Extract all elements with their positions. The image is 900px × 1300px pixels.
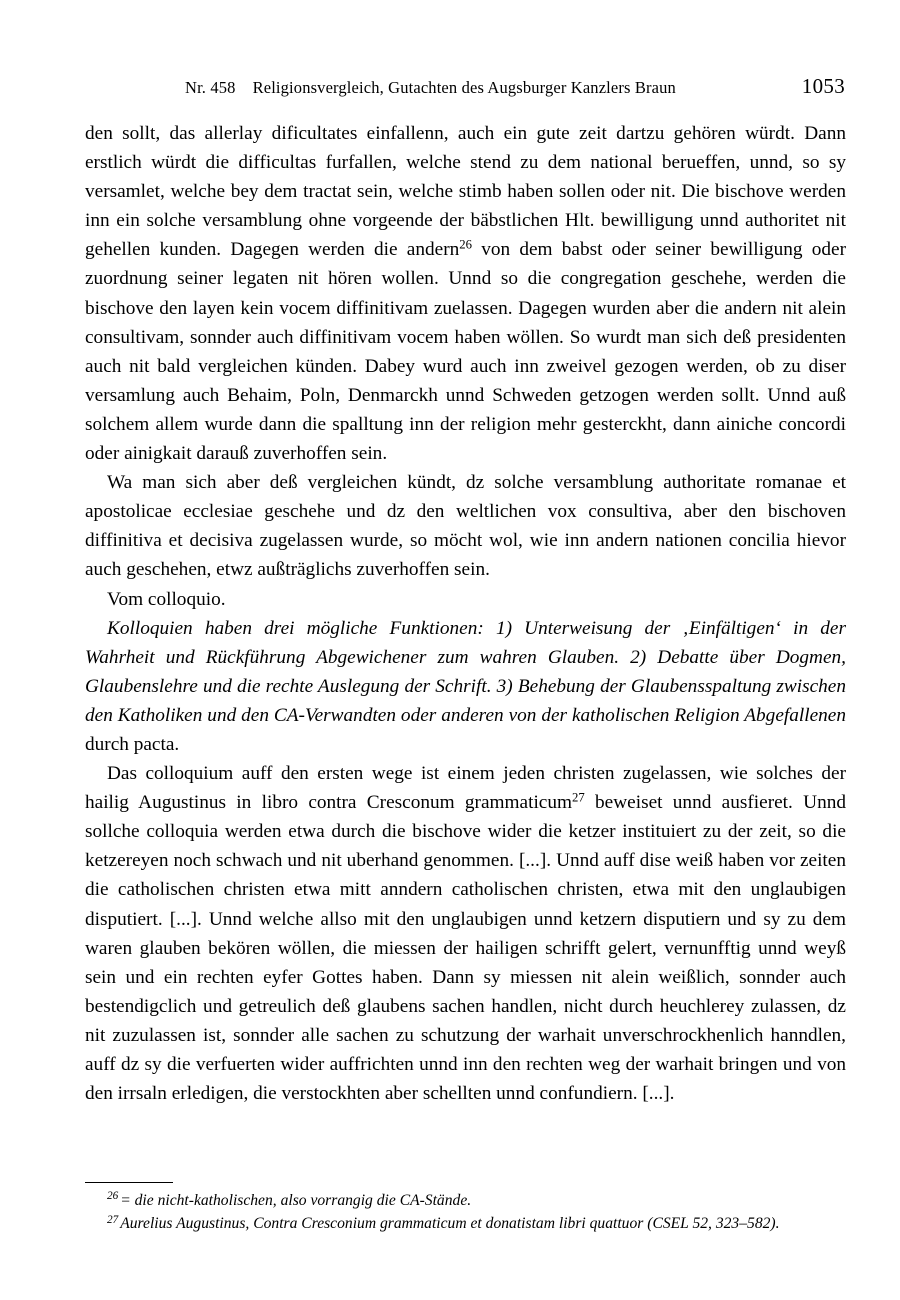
footnote-area <box>85 1182 846 1236</box>
footnote-27-text: Aurelius Augustinus, Contra Cresconium grammaticum et donatistam libri quattuor (CSEL 52, 323–582). <box>120 1215 780 1233</box>
running-head-title: Religionsvergleich, Gutachten des Augsburger Kanzlers Braun <box>252 78 676 97</box>
footnote-separator-rule <box>85 1182 173 1183</box>
paragraph-2: Wa man sich aber deß vergleichen kündt, dz solche versamblung authoritate romanae et apostolicae ecclesiae geschehe und dz den weltlichen vox consultiva, aber den bischoven diffinitiva et decisiva zugelassen wurde, so möcht wol, wie inn andern nationen concilia hievor auch geschehen, etwz außträglichs zuverhoffen sein. <box>85 472 846 581</box>
footnote-27-marker[interactable]: 27 <box>107 1213 119 1226</box>
paragraph-5 <box>85 759 846 1108</box>
footnote-marker-26[interactable]: 26 <box>459 237 472 252</box>
document-number: Nr. 458 <box>185 78 236 97</box>
footnote-26-marker[interactable]: 26 <box>107 1190 119 1203</box>
summary-roman-tail: durch pacta. <box>85 733 180 755</box>
paragraph-3-section-heading: Vom colloquio. <box>107 588 226 610</box>
paragraph-1-text-after-note: von dem babst oder seiner bewilligung oder zuordnung seiner legaten nit hören wollen. Unnd so die congregation geschehe, werden die bischove den layen kein vocem diffinitivam zuelassen. Dagegen wurden aber die andern nit alein consultivam, sonnder auch diffinitivam vocem haben wöllen. So wurdt man sich deß presidenten auch nit bald vergleichen künden. Dabey wurd auch inn zweivel gezogen werden, ob zu diser versamlung auch Behaim, Poln, Denmarckh unnd Schweden getzogen werden sollt. Unnd auß solchem allem wurde dann die spalltung inn der religion mehr gesterckht, dann ainiche concordi oder ainigkait darauß zuverhoffen sein. <box>85 239 846 465</box>
footnote-26 <box>85 1189 846 1212</box>
paragraph-5-text-before-note: Das colloquium auff den ersten wege ist einem jeden christen zugelassen, wie solches der hailig Augustinus in libro contra Cresconum grammaticum <box>85 763 846 814</box>
paragraph-1 <box>85 119 846 468</box>
page-number: 1053 <box>801 74 845 98</box>
footnote-marker-27[interactable]: 27 <box>572 790 585 805</box>
main-text-column <box>85 119 846 1108</box>
paragraph-4-editorial-summary <box>85 614 846 759</box>
running-head-inner <box>185 78 676 98</box>
footnote-26-text: = die nicht-katholischen, also vorrangig die CA-Stände. <box>120 1192 472 1209</box>
summary-italic-text: Kolloquien haben drei mögliche Funktionen: 1) Unterweisung der ‚Einfältigen‘ in der Wahrheit und Rückführung Abgewichener zum wahren Glauben. 2) Debatte über Dogmen, Glaubenslehre und die rechte Auslegung der Schrift. 3) Behebung der Glaubensspaltung zwischen den Katholiken und den CA-Verwandten oder anderen von der katholischen Religion Abgefallenen <box>85 617 846 726</box>
paragraph-5-text-after-note: beweiset unnd ausfieret. Unnd sollche colloquia werden etwa durch die bischove wider die ketzer instituiert zu der zeit, so die ketzereyen noch schwach und nit uberhand genommen. [...]. Unnd auff dise weiß haben vor zeiten die catholischen christen etwa mitt anndern catholischen christen, etwa mit den unglaubigen disputiert. [...]. Unnd welche allso mit den unglaubigen unnd ketzern disputiern und sy zu dem waren glauben bekören wöllen, die miessen der hailigen schrifft gelert, vernunfftig unnd weyß sein und ein rechten eyfer Gottes haben. Dann sy miessen nit alein weißlich, sonnder auch bestendigclich und getreulich deß glaubens sachen handlen, nicht durch heuchlerey zulassen, dz nit zuzulassen ist, sonnder alle sachen zu schutzung der warhait unverschrockhenlich hanndlen, auff dz sy die verfuerten wider auffrichten unnd inn den rechten weg der warhait bringen und von den irrsaln erledigen, die verstockhten aber schellten unnd confundiern. [...]. <box>85 792 847 1105</box>
footnote-27 <box>85 1212 846 1235</box>
running-head <box>85 78 845 104</box>
paragraph-1-text-before-note: den sollt, das allerlay dificultates einfallenn, auch ein gute zeit dartzu gehören würdt. Dann erstlich würdt die difficultas furfallen, welche stend zu dem national berueffen, unnd, so sy versamlet, welche bey dem tractat sein, welche stimb haben sollen oder nit. Die bischove werden inn ein solche versamblung ohne vorgeende der bäbstlichen Hlt. bewilligung unnd authoritet nit gehellen kunden. Dagegen werden die andern <box>85 123 846 261</box>
